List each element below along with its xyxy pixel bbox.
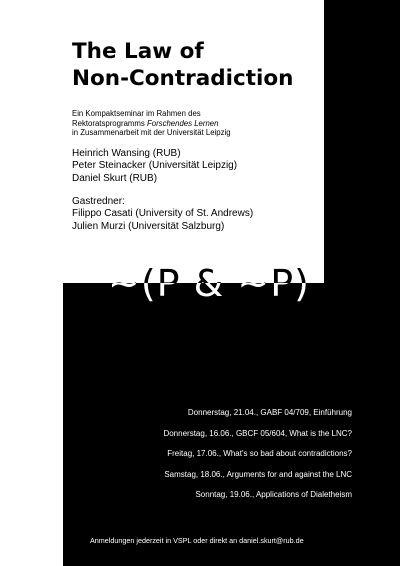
guest-item: Filippo Casati (University of St. Andrews) <box>72 208 254 220</box>
title-line-1: The Law of <box>72 39 204 64</box>
guest-speakers <box>72 196 253 233</box>
schedule-list <box>163 408 352 511</box>
guest-item: Julien Murzi (Universität Salzburg) <box>72 220 225 232</box>
schedule-item: Donnerstag, 16.06., GBCF 05/604, What is the LNC? <box>163 428 352 438</box>
intro-line-2-prefix: Rektoratsprogramms <box>72 118 147 128</box>
title-line-2: Non-Contradiction <box>72 66 294 91</box>
schedule-item: Freitag, 17.06., What's so bad about contradictions? <box>167 449 352 459</box>
intro-line-2 <box>72 119 231 129</box>
organizer-item: Daniel Skurt (RUB) <box>72 172 158 184</box>
intro-line-3: in Zusammenarbeit mit der Universität Leipzig <box>72 128 231 138</box>
intro-line-1: Ein Kompaktseminar im Rahmen des <box>72 109 201 118</box>
organizer-item: Heinrich Wansing (RUB) <box>72 148 181 159</box>
page-title <box>72 38 293 92</box>
organizer-item: Peter Steinacker (Universität Leipzig) <box>72 160 238 172</box>
schedule-item: Donnerstag, 21.04., GABF 04/709, Einführung <box>187 408 352 417</box>
intro-program-name: Forschendes Lernen <box>146 118 219 128</box>
organizer-list <box>72 148 237 185</box>
intro-text <box>72 109 231 138</box>
formula-text: ~(P & ~P) <box>108 261 310 305</box>
guest-heading: Gastredner: <box>72 196 125 207</box>
schedule-item: Samstag, 18.06., Arguments for and against the LNC <box>164 469 352 479</box>
schedule-item: Sonntag, 19.06., Applications of Dialetheism <box>195 490 352 500</box>
registration-note: Anmeldungen jederzeit in VSPL oder direkt an daniel.skurt@rub.de <box>90 536 304 545</box>
